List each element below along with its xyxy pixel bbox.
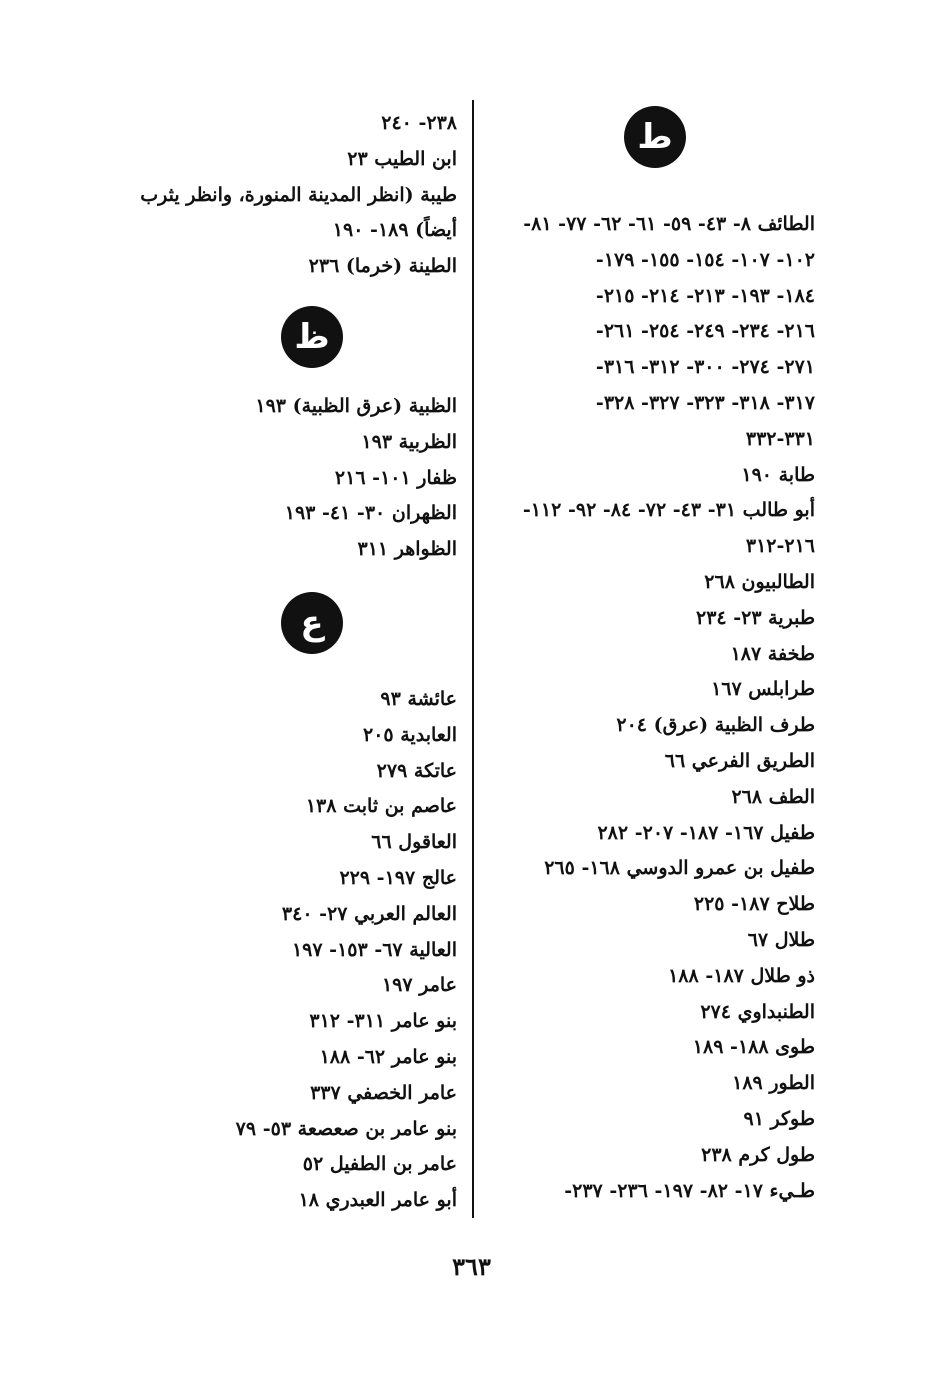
- index-entry: بنو عامر بن صعصعة ٥٣- ٧٩: [235, 1117, 457, 1140]
- index-column-right: [475, 207, 815, 1209]
- index-entry: ٣٣١-٣٣٢: [745, 427, 815, 450]
- index-entry: الطائف ٨- ٤٣- ٥٩- ٦١- ٦٢- ٧٧- ٨١-: [523, 213, 815, 235]
- index-entry: الطينة (خرما) ٢٣٦: [308, 255, 457, 278]
- index-entry: طيبة (انظر المدينة المنورة، وانظر يثرب: [140, 183, 457, 206]
- letter-badge-ta: ط: [624, 106, 686, 168]
- index-entry: بنو عامر ٦٢- ١٨٨: [319, 1045, 457, 1068]
- index-entry: عامر الخصفي ٣٣٧: [310, 1081, 457, 1104]
- index-entry: طبرية ٢٣- ٢٣٤: [696, 606, 815, 629]
- index-entry: الطريق الفرعي ٦٦: [664, 749, 815, 772]
- index-entry: ٢٣٨- ٢٤٠: [381, 112, 457, 134]
- index-entry: الطف ٢٦٨: [731, 785, 815, 808]
- index-entry: ٢١٦- ٢٣٤- ٢٤٩- ٢٥٤- ٢٦١-: [595, 320, 815, 343]
- page-number: ٣٦٣: [452, 1252, 491, 1281]
- index-entry: أيضاً) ١٨٩- ١٩٠: [332, 219, 457, 242]
- index-entry: الظواهر ٣١١: [357, 538, 457, 561]
- index-entry: العالية ٦٧- ١٥٣- ١٩٧: [291, 938, 457, 961]
- index-entry: الظهران ٣٠- ٤١- ١٩٣: [284, 502, 457, 525]
- index-entry: أبو طالب ٣١- ٤٣- ٧٢- ٨٤- ٩٢- ١١٢-: [522, 499, 815, 522]
- index-entry: عاصم بن ثابت ١٣٨: [305, 795, 457, 818]
- letter-badge-za: ظ: [281, 306, 343, 368]
- index-column-left-za: [77, 389, 457, 568]
- index-entry: بنو عامر ٣١١- ٣١٢: [309, 1010, 457, 1033]
- index-entry: العاقول ٦٦: [371, 831, 457, 854]
- index-entry: ١٠٢- ١٠٧- ١٥٤- ١٥٥- ١٧٩-: [595, 248, 815, 271]
- index-entry: طخفة ١٨٧: [730, 642, 815, 665]
- index-entry: الظربية ١٩٣: [361, 430, 457, 453]
- index-entry: الطنبداوي ٢٧٤: [700, 1000, 815, 1023]
- index-entry: طوى ١٨٨- ١٨٩: [692, 1036, 815, 1059]
- index-entry: أبو عامر العبدري ١٨: [298, 1189, 457, 1212]
- index-entry: طلاح ١٨٧- ٢٢٥: [693, 893, 815, 916]
- index-entry: الظبية (عرق الظبية) ١٩٣: [255, 395, 457, 417]
- index-entry: طول كرم ٢٣٨: [701, 1143, 815, 1166]
- index-entry: ظفار ١٠١- ٢١٦: [334, 466, 457, 489]
- index-entry: ٣١٧- ٣١٨- ٣٢٣- ٣٢٧- ٣٢٨-: [595, 391, 815, 414]
- index-entry: العابدية ٢٠٥: [363, 723, 457, 746]
- index-entry: عامر بن الطفيل ٥٢: [302, 1153, 457, 1176]
- index-entry: عالج ١٩٧- ٢٢٩: [339, 866, 457, 889]
- index-column-left-ain: [77, 682, 457, 1219]
- index-entry: طوكر ٩١: [743, 1107, 815, 1130]
- column-divider: [472, 100, 474, 1218]
- index-entry: طابة ١٩٠: [741, 463, 815, 486]
- index-entry: الطور ١٨٩: [732, 1072, 815, 1095]
- index-entry: طرف الظبية (عرق) ٢٠٤: [616, 714, 815, 737]
- index-entry: ١٨٤- ١٩٣- ٢١٣- ٢١٤- ٢١٥-: [595, 284, 815, 307]
- index-entry: عائشة ٩٣: [380, 688, 457, 710]
- index-entry: طفيل ١٦٧- ١٨٧- ٢٠٧- ٢٨٢: [597, 821, 815, 844]
- index-entry: ذو طلال ١٨٧- ١٨٨: [668, 964, 815, 987]
- index-entry: الطالبيون ٢٦٨: [704, 570, 815, 593]
- index-entry: ابن الطيب ٢٣: [347, 147, 457, 170]
- index-entry: العالم العربي ٢٧- ٣٤٠: [281, 902, 457, 925]
- index-entry: عاتكة ٢٧٩: [376, 759, 457, 782]
- index-entry: طـيء ١٧- ٨٢- ١٩٧- ٢٣٦- ٢٣٧-: [564, 1179, 815, 1202]
- letter-badge-ain: ع: [281, 592, 343, 654]
- index-entry: ٢١٦-٣١٢: [745, 535, 815, 558]
- index-entry: طلال ٦٧: [747, 928, 815, 951]
- index-entry: طفيل بن عمرو الدوسي ١٦٨- ٢٦٥: [544, 857, 815, 880]
- index-column-left-top: [77, 106, 457, 285]
- index-entry: طرابلس ١٦٧: [711, 678, 815, 701]
- index-entry: عامر ١٩٧: [381, 974, 457, 997]
- index-entry: ٢٧١- ٢٧٤- ٣٠٠- ٣١٢- ٣١٦-: [595, 356, 815, 379]
